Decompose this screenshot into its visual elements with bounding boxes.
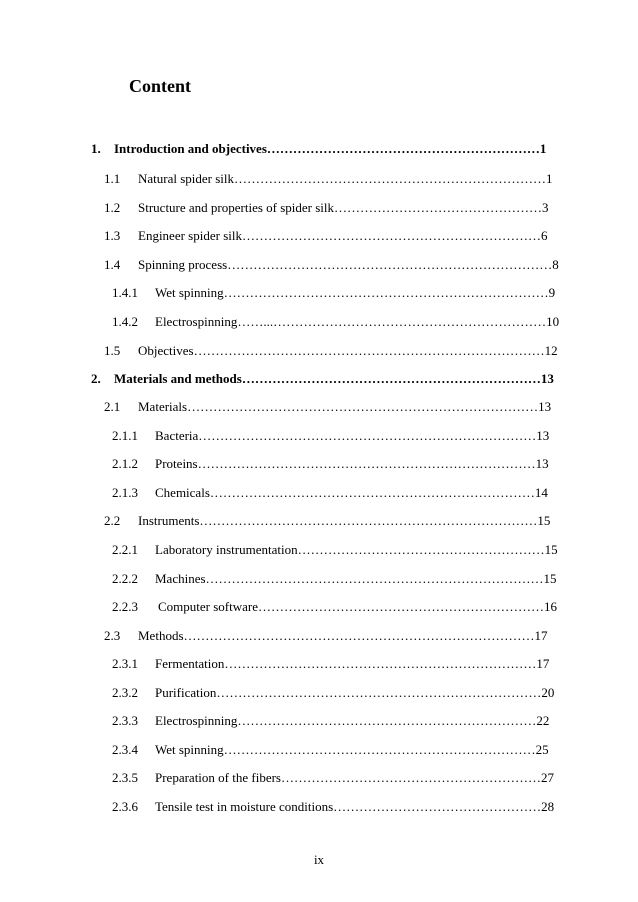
toc-entry-number: 2.3.2 bbox=[112, 685, 138, 700]
toc-entry-1-5[interactable] bbox=[104, 342, 559, 360]
toc-entry-2-3-5[interactable] bbox=[112, 769, 559, 787]
toc-entry-1-4[interactable] bbox=[104, 256, 559, 274]
toc-entry-text: Instruments……………………………………………………………………15 bbox=[138, 513, 551, 528]
toc-entry-number: 1.4.2 bbox=[112, 314, 138, 329]
page-title: Content bbox=[129, 76, 191, 96]
toc-entry-number: 2.3.3 bbox=[112, 713, 138, 728]
toc-entry-1-2[interactable] bbox=[104, 199, 559, 217]
toc-entry-1-1[interactable] bbox=[104, 170, 559, 188]
toc-entry-2-3-6[interactable] bbox=[112, 798, 559, 816]
toc-entry-number: 1. bbox=[91, 141, 101, 156]
page-number: ix bbox=[313, 852, 325, 867]
toc-entry-2-1[interactable] bbox=[104, 398, 559, 416]
toc-entry-text: Objectives………………………………………………………………………12 bbox=[138, 343, 558, 358]
toc-entry-number: 2.2.2 bbox=[112, 571, 138, 586]
toc-entry-2-2-2[interactable] bbox=[112, 570, 559, 588]
toc-entry-number: 2.3 bbox=[104, 628, 121, 643]
toc-entry-text: Preparation of the fibers……………………………………………………27 bbox=[155, 770, 554, 785]
toc-entry-text: Natural spider silk………………………………………………………………1 bbox=[138, 171, 553, 186]
toc-entry-text: Purification…………………………………………………………………20 bbox=[155, 685, 555, 700]
toc-entry-number: 2.3.6 bbox=[112, 799, 138, 814]
toc-entry-2-3-3[interactable] bbox=[112, 712, 559, 730]
toc-entry-text: Materials………………………………………………………………………13 bbox=[138, 399, 552, 414]
toc-entry-number: 2. bbox=[91, 371, 101, 386]
toc-entry-2-2-1[interactable] bbox=[112, 541, 559, 559]
toc-entry-text: Wet spinning………………………………………………………………25 bbox=[155, 742, 549, 757]
toc-entry-2-2[interactable] bbox=[104, 512, 559, 530]
toc-entry-text: Bacteria……………………………………………………………………13 bbox=[155, 428, 550, 443]
toc-entry-text: Spinning process…………………………………………………………………8 bbox=[138, 257, 559, 272]
toc-entry-number: 2.2 bbox=[104, 513, 121, 528]
toc-entry-text: Wet spinning…………………………………………………………………9 bbox=[155, 285, 556, 300]
toc-entry-number: 1.2 bbox=[104, 200, 121, 215]
toc-entry-text: Fermentation………………………………………………………………17 bbox=[155, 656, 550, 671]
toc-entry-2-1-1[interactable] bbox=[112, 427, 559, 445]
toc-entry-1[interactable] bbox=[91, 140, 558, 158]
toc-entry-number: 2.2.3 bbox=[112, 599, 138, 614]
toc-entry-text: Methods………………………………………………………………………17 bbox=[138, 628, 548, 643]
toc-entry-2-1-2[interactable] bbox=[112, 455, 559, 473]
toc-entry-number: 1.5 bbox=[104, 343, 121, 358]
toc-entry-1-4-1[interactable] bbox=[112, 284, 559, 302]
toc-entry-text: Structure and properties of spider silk…………………………………………3 bbox=[138, 200, 549, 215]
toc-entry-text: Electrospinning……...………………………………………………………10 bbox=[155, 314, 559, 329]
toc-entry-text: Machines……………………………………………………………………15 bbox=[155, 571, 557, 586]
toc-entry-text: Engineer spider silk……………………………………………………………6 bbox=[138, 228, 548, 243]
toc-entry-2-3-4[interactable] bbox=[112, 741, 559, 759]
toc-entry-number: 2.1.3 bbox=[112, 485, 138, 500]
toc-entry-number: 2.1 bbox=[104, 399, 121, 414]
toc-entry-number: 2.1.1 bbox=[112, 428, 138, 443]
toc-entry-2-3[interactable] bbox=[104, 627, 559, 645]
toc-entry-text: Laboratory instrumentation…………………………………………………15 bbox=[155, 542, 558, 557]
toc-entry-text: Materials and methods……………………………………………………………13 bbox=[114, 371, 554, 386]
toc-entry-number: 2.2.1 bbox=[112, 542, 138, 557]
toc-entry-2-2-3[interactable] bbox=[112, 598, 559, 616]
toc-entry-text: Proteins……………………………………………………………………13 bbox=[155, 456, 549, 471]
toc-entry-number: 1.4.1 bbox=[112, 285, 138, 300]
toc-entry-text: Chemicals…………………………………………………………………14 bbox=[155, 485, 548, 500]
toc-entry-number: 1.4 bbox=[104, 257, 121, 272]
toc-entry-number: 2.1.2 bbox=[112, 456, 138, 471]
toc-entry-1-4-2[interactable] bbox=[112, 313, 559, 331]
toc-entry-number: 1.1 bbox=[104, 171, 121, 186]
toc-entry-number: 2.3.1 bbox=[112, 656, 138, 671]
toc-entry-2-1-3[interactable] bbox=[112, 484, 559, 502]
toc-entry-number: 2.3.4 bbox=[112, 742, 138, 757]
toc-entry-number: 2.3.5 bbox=[112, 770, 138, 785]
toc-entry-1-3[interactable] bbox=[104, 227, 559, 245]
toc-entry-2-3-2[interactable] bbox=[112, 684, 559, 702]
toc-entry-text: Computer software…………………………………………………………16 bbox=[158, 599, 558, 614]
toc-entry-number: 1.3 bbox=[104, 228, 121, 243]
toc-entry-2[interactable] bbox=[91, 370, 558, 388]
toc-entry-text: Electrospinning……………………………………………………………22 bbox=[155, 713, 550, 728]
toc-entry-text: Introduction and objectives………………………………………………………1 bbox=[114, 141, 547, 156]
toc-entry-2-3-1[interactable] bbox=[112, 655, 559, 673]
toc-entry-text: Tensile test in moisture conditions…………………………………………28 bbox=[155, 799, 555, 814]
